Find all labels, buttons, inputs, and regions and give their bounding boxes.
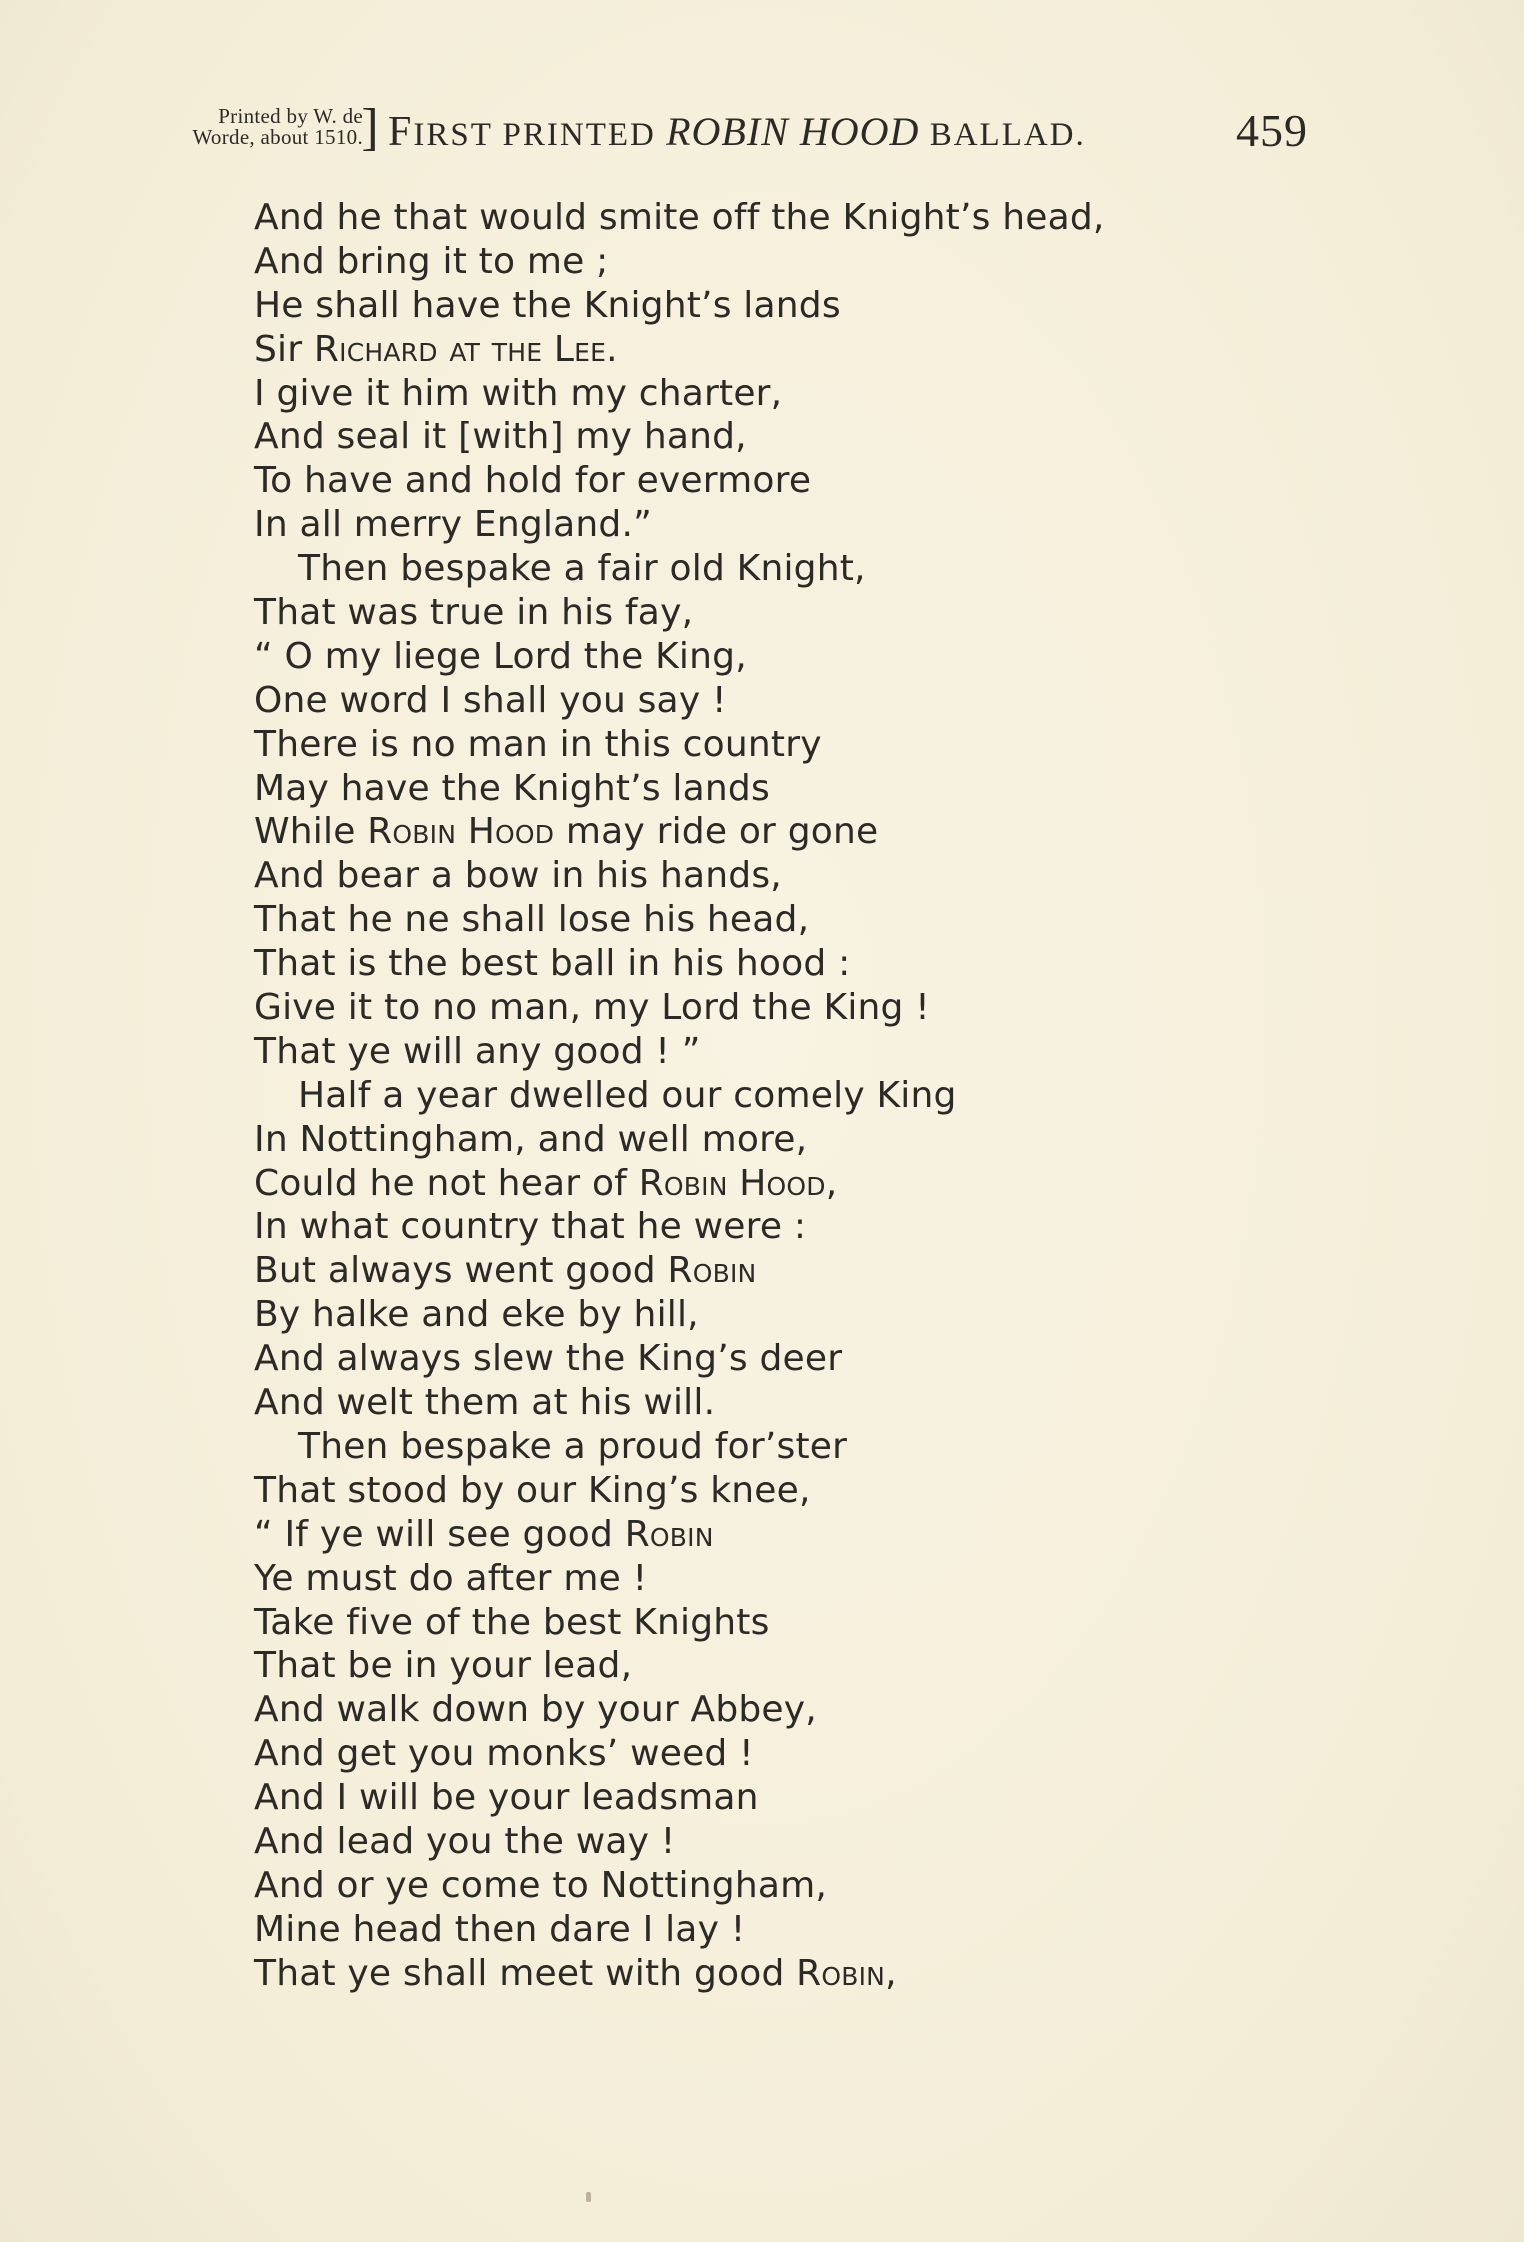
poem-line-text: Sir bbox=[254, 328, 314, 370]
small-caps-name: Robin bbox=[667, 1250, 757, 1292]
poem-line bbox=[254, 1205, 1314, 1249]
poem-line-text: And welt them at his will. bbox=[254, 1382, 716, 1424]
poem-line bbox=[254, 679, 1314, 723]
poem-line-text: Take five of the best Knights bbox=[254, 1601, 770, 1643]
poem-line bbox=[254, 1952, 1314, 1996]
poem-line-text: That was true in his fay, bbox=[254, 592, 694, 634]
small-caps-name: Robin bbox=[624, 1513, 714, 1555]
poem-line bbox=[254, 854, 1314, 898]
poem-line-text: And or ye come to Nottingham, bbox=[254, 1864, 828, 1906]
poem-line-text: And get you monks’ weed ! bbox=[254, 1733, 754, 1775]
poem-line-text: In all merry England.” bbox=[254, 504, 652, 546]
poem-line bbox=[254, 196, 1314, 240]
side-note-bracket: ] bbox=[361, 99, 379, 156]
poem-line bbox=[254, 1688, 1314, 1732]
side-note-line-2: Worde, about 1510. bbox=[192, 125, 363, 149]
poem-line bbox=[254, 1162, 1314, 1206]
poem-line-text: And walk down by your Abbey, bbox=[254, 1689, 817, 1731]
poem-line bbox=[254, 328, 1314, 372]
poem-line-text: And bear a bow in his hands, bbox=[254, 855, 782, 897]
poem-line bbox=[254, 1908, 1314, 1952]
ballad-text bbox=[254, 196, 1314, 1996]
poem-line-text: may ride or gone bbox=[554, 811, 879, 853]
poem-line-text: , bbox=[825, 1162, 838, 1204]
small-caps-name: Robin bbox=[796, 1952, 886, 1994]
poem-line-text: In what country that he were : bbox=[254, 1206, 807, 1248]
poem-line bbox=[254, 1864, 1314, 1908]
poem-line-text: In Nottingham, and well more, bbox=[254, 1118, 808, 1160]
poem-line-text: Then bespake a proud for’ster bbox=[298, 1425, 848, 1467]
poem-line-text: Half a year dwelled our comely King bbox=[298, 1074, 957, 1116]
poem-line bbox=[254, 415, 1314, 459]
poem-line-text: There is no man in this country bbox=[254, 723, 822, 765]
poem-line bbox=[254, 767, 1314, 811]
poem-line-text: He shall have the Knight’s lands bbox=[254, 284, 841, 326]
poem-line-text: That ye will any good ! ” bbox=[254, 1030, 701, 1072]
poem-line bbox=[254, 1601, 1314, 1645]
page-number: 459 bbox=[1236, 105, 1308, 156]
poem-line bbox=[254, 503, 1314, 547]
poem-line-text: That ye shall meet with good bbox=[254, 1952, 797, 1994]
poem-line bbox=[254, 1425, 1314, 1469]
page-header bbox=[118, 98, 1308, 168]
poem-line bbox=[254, 1381, 1314, 1425]
poem-line-text: , bbox=[885, 1952, 897, 1994]
poem-line-text: “ If ye will see good bbox=[254, 1513, 625, 1555]
poem-line-text: Then bespake a fair old Knight, bbox=[298, 548, 866, 590]
poem-line bbox=[254, 240, 1314, 284]
poem-line-text: One word I shall you say ! bbox=[254, 679, 727, 721]
poem-line-text: And always slew the King’s deer bbox=[254, 1338, 843, 1380]
poem-line bbox=[254, 1776, 1314, 1820]
poem-line-text: Ye must do after me ! bbox=[254, 1557, 648, 1599]
poem-line bbox=[254, 898, 1314, 942]
poem-line-text: But always went good bbox=[254, 1250, 668, 1292]
poem-line-text: . bbox=[606, 328, 618, 370]
printer-side-note bbox=[118, 99, 379, 156]
poem-line-text: Mine head then dare I lay ! bbox=[254, 1908, 746, 1950]
poem-line bbox=[254, 284, 1314, 328]
poem-line bbox=[254, 1644, 1314, 1688]
poem-line bbox=[254, 1513, 1314, 1557]
poem-line bbox=[254, 372, 1314, 416]
poem-line bbox=[254, 591, 1314, 635]
small-caps-name: Richard at the Lee bbox=[313, 328, 607, 370]
poem-line-text: By halke and eke by hill, bbox=[254, 1294, 699, 1336]
small-caps-name: Robin Hood bbox=[638, 1162, 826, 1204]
poem-line-text: May have the Knight’s lands bbox=[254, 767, 770, 809]
poem-line bbox=[254, 1249, 1314, 1293]
poem-line bbox=[254, 1337, 1314, 1381]
poem-line bbox=[254, 942, 1314, 986]
poem-line-text: And he that would smite off the Knight’s head, bbox=[254, 197, 1105, 238]
paper-speck bbox=[586, 2192, 591, 2202]
poem-line-text: Give it to no man, my Lord the King ! bbox=[254, 987, 930, 1029]
poem-line bbox=[254, 1030, 1314, 1074]
poem-line bbox=[254, 635, 1314, 679]
poem-line-text: And I will be your leadsman bbox=[254, 1777, 759, 1819]
poem-line-text: While bbox=[254, 811, 368, 853]
poem-line bbox=[254, 986, 1314, 1030]
poem-line-text: “ O my liege Lord the King, bbox=[254, 635, 747, 677]
running-head-title: FIRST PRINTED ROBIN HOOD BALLAD. bbox=[388, 109, 1086, 155]
poem-line bbox=[254, 1293, 1314, 1337]
poem-line-text: And lead you the way ! bbox=[254, 1820, 676, 1862]
poem-line bbox=[254, 810, 1314, 854]
small-caps-name: Robin Hood bbox=[367, 811, 555, 853]
poem-line bbox=[254, 459, 1314, 503]
poem-line-text: Could he not hear of bbox=[254, 1162, 639, 1204]
poem-line bbox=[254, 1820, 1314, 1864]
poem-line bbox=[254, 723, 1314, 767]
poem-line bbox=[254, 1469, 1314, 1513]
poem-line-text: That be in your lead, bbox=[254, 1645, 633, 1687]
poem-line-text: That is the best ball in his hood : bbox=[254, 943, 851, 985]
poem-line-text: That he ne shall lose his head, bbox=[254, 899, 810, 941]
poem-line bbox=[254, 1074, 1314, 1118]
poem-line-text: And seal it [with] my hand, bbox=[254, 416, 747, 458]
poem-line-text: To have and hold for evermore bbox=[254, 460, 812, 502]
poem-line bbox=[254, 1732, 1314, 1776]
side-note-line-1: Printed by W. de bbox=[218, 104, 363, 128]
poem-line-text: I give it him with my charter, bbox=[254, 372, 783, 414]
poem-line bbox=[254, 1557, 1314, 1601]
poem-line-text: And bring it to me ; bbox=[254, 240, 609, 282]
poem-line-text: That stood by our King’s knee, bbox=[254, 1469, 811, 1511]
poem-line bbox=[254, 1118, 1314, 1162]
poem-line bbox=[254, 547, 1314, 591]
